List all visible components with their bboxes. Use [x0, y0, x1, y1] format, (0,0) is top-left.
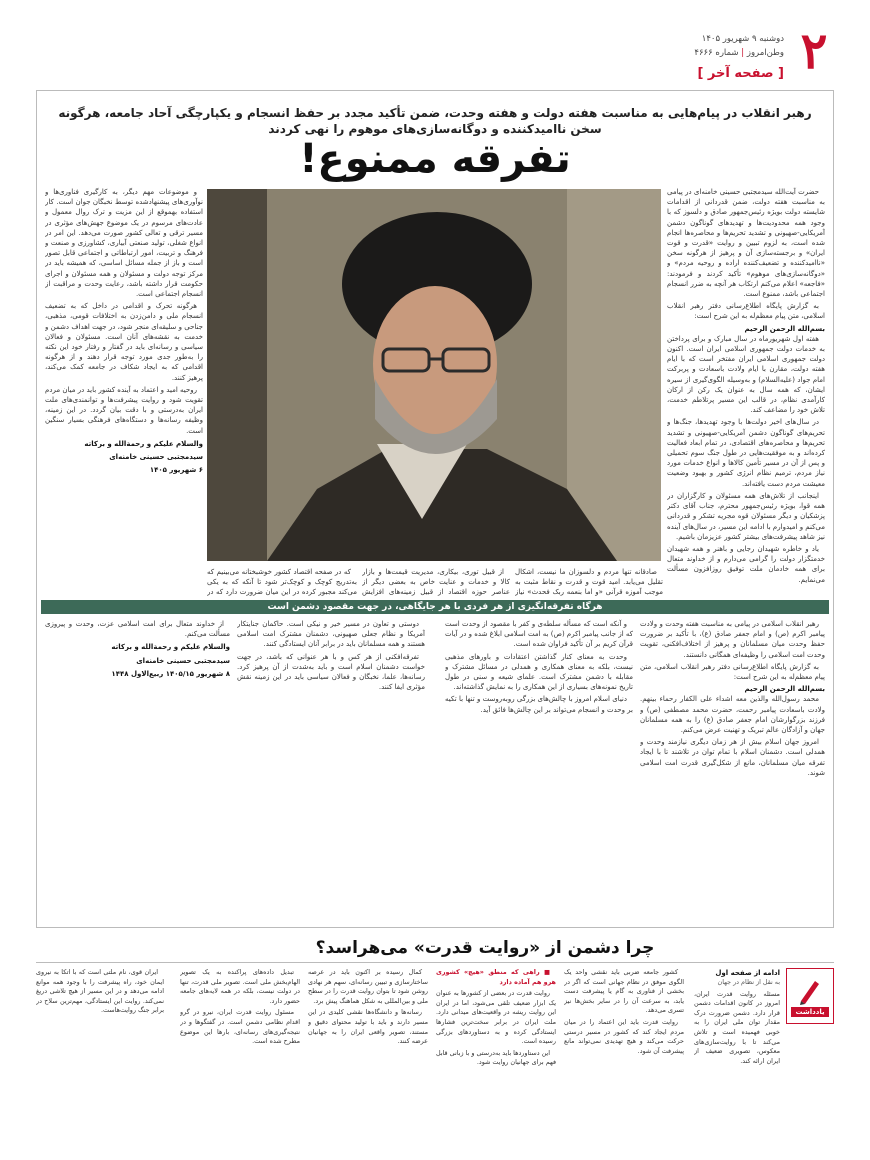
paragraph: مسئله روایت قدرت ایران، امروز در کانون اقدامات دشمن قرار دارد. دشمن ضرورت درک مقدار توان ملی ایران را به خوبی فهمیده است و تلاش می‌کند تا با روایت‌سازی‌های معکوس، تصویری ضعیف از ایران ارائه کند.	[694, 989, 780, 1065]
paragraph: هفته اول شهریورماه در سال مبارک و برای پرداختن به خدمات دولت جمهوری اسلامی ایران است. اکنون دولت جمهوری اسلامی ایران مفتخر است که با ایام هفته دولت، مقارن با ایام ولادت باسعادت و پربرکت امام جواد (علیه‌السلام) و به‌وسیله الگوی‌گیری از سیره ایشان، که همه سال به عنوان یک رکن از ارکان کارآمدی نظام، در قالب این مسیر پرتلاطم خدمت، تلاش خود را مضاعف کند.	[667, 334, 825, 415]
date-line: دوشنبه ۹ شهریور ۱۴۰۵	[701, 34, 784, 44]
paragraph: که در صفحه اقتصاد کشور خوشبختانه می‌بینیم که به‌تدریج کوچک و کوچک‌تر شود تا آنکه که به یکی می‌کند مجبور کرده در این میان ضرورت دارد که در	[207, 568, 357, 597]
column-under-photo-right	[515, 567, 663, 597]
paragraph: و آنکه است که مسأله سلطه‌ی و کفر با مقصود از وحدت است که از جانب پیامبر اکرم (ص) به امت اسلامی ابلاغ شده و در آیات قرآن کریم بر آن تأکید فراوان شده است.	[445, 620, 633, 649]
paragraph: یاد و خاطره شهیدان رجایی و باهنر و همه شهیدان خدمتگزار دولت را گرامی می‌دارم و از خداوند متعال برای همه خادمان ملت توفیق روزافزون مسألت می‌نمایم.	[667, 544, 825, 584]
column-under-photo-left	[207, 567, 357, 597]
signer-name: سیدمجتبی حسینی خامنه‌ای	[136, 656, 230, 665]
column-left-top	[45, 187, 203, 597]
paragraph: ایران قوی، نام ملتی است که با اتکا به نیروی ایمان خود، راه پیشرفت را با وجود همه موانع ادامه می‌دهد و در این مسیر از هیچ تلاشی دریغ نمی‌کند. روایت این ایستادگی، مهم‌ترین سلاح در برابر جنگ روایت‌هاست.	[36, 968, 164, 1015]
signer-name: سیدمجتبی حسینی خامنه‌ای	[109, 453, 203, 462]
paragraph: حضرت آیت‌الله سیدمجتبی حسینی خامنه‌ای در پیامی به مناسبت هفته دولت، ضمن قدردانی از اقدامات شایسته دولت بویژه رئیس‌جمهور صادق و دلسوز که با وجود همه محدودیت‌ها و تهدیدهای گوناگون دشمن آمریکایی-صهیونی و تشدید تحریم‌ها و محاصره‌ها انجام شده است، به لزوم تبیین و روایت «قدرت و قوت ایران» و برجسته‌سازی آن و پرهیز از هرگونه سخن «ناامیدکننده و تضعیف‌کننده اراده و روحیه مردم» و «دوگانه‌سازی‌های موهوم» تأکید کردند و فرمودند: «فاجعه» اعلام می‌کنم ارتکاب هر آنچه به ضرر انسجام اجتماعی باشد، ممنوع است.	[667, 188, 825, 299]
column-note	[694, 968, 780, 1134]
signature-date: ۶ شهریور ۱۴۰۵	[149, 466, 203, 475]
paragraph: این دستاوردها باید به‌درستی و با زبانی قابل فهم برای جهانیان روایت شود.	[436, 1048, 556, 1067]
bottom-article-title: چرا دشمن از «روایت قدرت» می‌هراسد؟	[315, 938, 655, 958]
paragraph: از قبیل توری، بیکاری، مدیریت قیمت‌ها و بازار کالا و خدمات و عنایت خاص به بعضی دیگر از عناصر حوزه اقتصاد از قبیل زمینه‌های افزایش	[362, 568, 510, 597]
note-badge	[786, 968, 834, 1024]
note-title: ادامه از صفحه اول	[715, 969, 780, 977]
signature-salutation: والسلام علیکم و رحمةالله و برکاته	[111, 643, 230, 652]
signature-salutation: والسلام علیکم و رحمةالله و برکاته	[84, 439, 203, 448]
bottom-column-5	[180, 968, 300, 1134]
paragraph: در سال‌های اخیر دولت‌ها با وجود تهدیدها، جنگ‌ها و تحریم‌های گوناگون دشمن آمریکایی-صهیونی و تشدید تحریم‌ها و محاصره‌های اقتصادی، در تمام ابعاد فعالیت کرده‌اند و به موفقیت‌هایی در طول جنگ سوم تحمیلی و پس از آن در مسیر تأمین کالاها و انواع خدمات مورد نیاز مردم، ترمیم نظام انرژی کشور و بهبود وضعیت معیشت مردم دست یافته‌اند.	[667, 418, 825, 488]
subheading: ■ راهی که منطق «هیچ» کشوری هرو هم آماده دارد	[436, 968, 556, 986]
paragraph: امروز جهان اسلام بیش از هر زمان دیگری نیازمند وحدت و همدلی است. دشمنان اسلام با تمام توان در تلاشند تا با ایجاد تفرقه میان مسلمانان، مانع از شکل‌گیری قدرت امت اسلامی شوند.	[640, 738, 825, 777]
paragraph: تبدیل داده‌های پراکنده به یک تصویر الهام‌بخش ملی است. تصویر ملی قدرت، تنها در دولت نیست، بلکه در همه لایه‌های جامعه حضور دارد.	[180, 968, 300, 1005]
story-rotitr: رهبر انقلاب در پیام‌هایی به مناسبت هفته دولت و هفته وحدت، ضمن تأکید مجدد بر حفظ انسجام و یکپارچگی آحاد جامعه، هرگونه سخن ناامیدکننده و دوگانه‌سازی‌های موهوم را نهی کردند	[58, 106, 812, 136]
paragraph: مسئول روایت قدرت ایران، نیرو در گرو اقدام نظامی دشمن است. در گفتگوها و در نتیجه‌گیری‌های رسانه‌ای، بارها این موضوع مطرح شده است.	[180, 1008, 300, 1046]
column-bottom-left	[45, 619, 230, 919]
paragraph: به گزارش پایگاه اطلاع‌رسانی دفتر رهبر انقلاب اسلامی، متن پیام معظم‌له به این شرح است:	[640, 662, 825, 682]
issue-info	[694, 32, 784, 60]
signature-date: ۸ شهریور ۱۴۰۵/۱۵ ربیع‌الاول ۱۴۴۸	[111, 669, 230, 678]
bottom-rule	[36, 962, 834, 963]
paragraph: رهبر انقلاب اسلامی در پیامی به مناسبت هفته وحدت و ولادت پیامبر اکرم (ص) و امام جعفر صادق (ع)، با تأکید بر ضرورت حفظ وحدت میان مسلمانان و پرهیز از اختلاف‌افکنی، تقویت وحدت امت اسلامی را وظیفه‌ای همگانی دانستند.	[640, 620, 825, 659]
leader-photo	[207, 189, 661, 561]
paragraph: روایت قدرت در بعضی از کشورها به عنوان یک ابزار ضعیف تلقی می‌شود، اما در ایران این روایت ریشه در واقعیت‌های میدانی دارد. ملت ایران در برابر سخت‌ترین فشارها ایستادگی کرده و به دستاوردهای بزرگی رسیده است.	[436, 989, 556, 1046]
bismillah: بسم‌الله الرحمن الرحیم	[744, 685, 825, 694]
pen-icon	[797, 975, 823, 1005]
bottom-column-2	[564, 968, 684, 1134]
column-right-top	[667, 187, 825, 597]
paragraph: دنیای اسلام امروز با چالش‌های بزرگی روبه‌روست و تنها با تکیه بر وحدت و انسجام می‌تواند بر این چالش‌ها فائق آید.	[445, 695, 633, 714]
story-headline: تفرقه ممنوع!	[299, 136, 571, 182]
bottom-column-6	[36, 968, 164, 1134]
bismillah: بسم‌الله الرحمن الرحیم	[744, 324, 825, 333]
column-bottom-right	[640, 619, 825, 919]
main-story	[36, 90, 834, 928]
paragraph: دوستی و تعاون در مسیر خیر و نیکی است. حاکمان جنایتکار آمریکا و نظام جعلی صهیونی، دشمنان مشترک امت اسلامی هستند و همه مسلمانان باید در برابر آنان ایستادگی کنند.	[237, 620, 425, 649]
column-bottom-mid-right	[445, 619, 633, 919]
paragraph: به گزارش پایگاه اطلاع‌رسانی دفتر رهبر انقلاب اسلامی، متن پیام معظم‌له به این شرح است:	[667, 302, 825, 321]
paragraph: کمال رسیده‌ بر اکنون باید در عرصه ساختارسازی و تبیین رسانه‌ای، سهم هر نهادی روشن شود تا بتوان روایت قدرت را در سطح ملی و بین‌المللی به شکل هماهنگ پیش برد.	[308, 968, 428, 1005]
column-bottom-mid-left	[237, 619, 425, 919]
note-label: یادداشت	[791, 1007, 828, 1017]
paragraph: از خداوند متعال برای امت اسلامی عزت، وحدت و پیروزی مسألت می‌کنم.	[45, 620, 230, 639]
portrait-illustration	[207, 189, 661, 561]
paragraph: هرگونه تحرک و اقدامی در داخل که به تضعیف انسجام ملی و دامن‌زدن به اختلافات قومی، مذهبی، جناحی و سلیقه‌ای منجر شود، در جهت اهداف دشمن و خدمت به نقشه‌های آنان است. مسئولان و فعالان سیاسی و رسانه‌ای باید در گفتار و رفتار خود این نکته را به‌طور جدی مورد توجه قرار دهند و از هرگونه اقدامی که به ایجاد شکاف در جامعه کمک می‌کند، پرهیز کنند.	[45, 302, 203, 382]
paragraph: و موضوعات مهم دیگر، به کارگیری فناوری‌ها و نوآوری‌های پیشنهادشده توسط نخبگان جوان است. کار استفاده بهموقع از این مزیت و ترک روال معمول و عادت‌های مرسوم در یک موضوع جهش‌های مؤثری در مسیر ترقی و تعالی کشور صورت می‌دهد. این امر در انواع شغلی، تولید صنعتی آبیاری، کشاورزی و صنعت و فرهنگ و تربیت، امور ارتباطاتی و اجتماعی قابل تصور است و باز از جمله مسائل اساسی، که همیشه باید در مرکز توجه دولت و مسئولان و همه مسئولان و اجرای حکومت قرار داشته باشد، رعایت وحدت و مراقبت از انسجام اجتماعی است.	[45, 188, 203, 299]
bottom-column-4	[308, 968, 428, 1134]
paragraph: کشور جامعه ضربی باید نقشی واحد یک الگوی موفق در نظام جهانی است که اگر در بخشی از فناوری به گام یا پیشرفت دست یابد، به سرعت آن را در سایر بخش‌ها نیز تسری می‌دهد.	[564, 968, 684, 1015]
paragraph: اینجانب از تلاش‌های همه مسئولان و کارگزاران در همه قوا، بویژه رئیس‌جمهور محترم، جناب آقای دکتر پزشکیان و دیگر مسئولان قوه مجریه تشکر و قدردانی می‌کنم و امیدوارم با ادامه این مسیر، در سال‌های آینده نیز شاهد پیشرفت‌های بیشتر کشور عزیزمان باشیم.	[667, 491, 825, 541]
paragraph: روایت قدرت باید این اعتماد را در میان مردم ایجاد کند که کشور در مسیر درستی حرکت می‌کند و هیچ تهدیدی نمی‌تواند مانع پیشرفت آن شود.	[564, 1017, 684, 1055]
column-under-photo-mid	[362, 567, 510, 597]
paragraph: رسانه‌ها و دانشگاه‌ها نقشی کلیدی در این مسیر دارند و باید با تولید محتوای دقیق و مستند، تصویر واقعی ایران را به جهانیان عرضه کنند.	[308, 1008, 428, 1046]
paragraph: روحیه امید و اعتماد به آینده کشور باید در میان مردم تقویت شود و روایت پیشرفت‌ها و توانمندی‌های ملت ایران به‌درستی و با دقت بیان گردد. در این زمینه، وظیفه رسانه‌ها و دستگاه‌های فرهنگی بسیار سنگین است.	[45, 385, 203, 435]
paragraph: صادقانه تنها مردم و دلسوزان ما نیست، اشکال تقلیل می‌یابد. امید قوت و قدرت و نقاط مثبت به موجب آموزه قرآنی «و اما بنعمه ربک فحدث» نیاز	[515, 568, 663, 597]
paragraph: وحدت به معنای کنار گذاشتن اعتقادات و باورهای مذهبی نیست، بلکه به معنای همکاری و همدلی در مسائل مشترک و مقابله با دشمن مشترک است. علمای شیعه و سنی در طول تاریخ نمونه‌های بسیاری از این همکاری را به نمایش گذاشته‌اند.	[445, 652, 633, 692]
issue-line: وطن‌امروز | شماره ۴۶۶۶	[694, 48, 784, 58]
paragraph: تفرقه‌افکنی از هر کس و با هر عنوانی که باشد، در جهت خواست دشمنان اسلام است و باید به‌شدت از آن پرهیز کرد. رسانه‌ها، علما، نخبگان و فعالان سیاسی باید در این زمینه نقش مؤثری ایفا کنند.	[237, 652, 425, 692]
page-header	[36, 21, 834, 86]
section-tag: [ صفحه آخر ]	[697, 66, 784, 81]
note-author: به نقل از نظام در جهان	[717, 978, 780, 986]
quote-bar: هرگاه تفرقه‌انگیزی از هر فردی با هر جایگاهی، در جهت مقصود دشمن است	[41, 600, 829, 614]
bottom-column-3	[436, 968, 556, 1134]
paragraph: محمد رسول‌الله والذین معه اشداء علی الکفار رحماء بینهم. ولادت باسعادت پیامبر رحمت، حضرت محمد مصطفی (ص) و فرزند بزرگوارشان امام جعفر صادق (ع) را به همه مسلمانان جهان و آزادگان عالم تبریک و تهنیت عرض می‌کنم.	[640, 695, 825, 735]
page-number: ۲	[800, 21, 828, 80]
